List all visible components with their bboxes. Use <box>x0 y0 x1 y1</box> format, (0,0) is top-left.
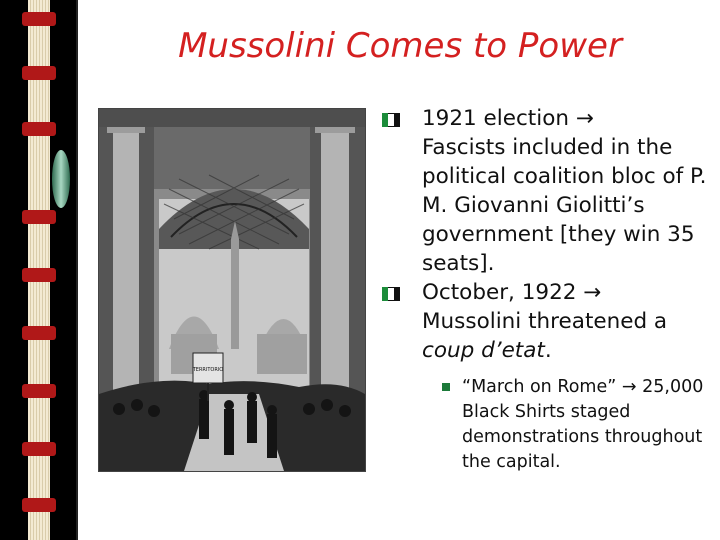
axe-blade-icon <box>52 150 70 208</box>
red-band-icon <box>22 326 56 340</box>
sidebar-divider <box>76 0 78 540</box>
square-bullet-icon <box>442 383 450 391</box>
italian-flag-bullet-icon <box>382 113 400 127</box>
slide-title: Mussolini Comes to Power <box>178 26 622 66</box>
red-band-icon <box>22 384 56 398</box>
sub-bullet-list <box>422 375 714 475</box>
arrow-icon: → <box>621 377 637 397</box>
sub-bullet-march-on-rome <box>422 375 714 475</box>
protest-sign-text: TERRITORIO <box>192 367 224 373</box>
red-band-icon <box>22 12 56 26</box>
bullet-heading: October, 1922 <box>422 280 577 305</box>
bullet-heading: 1921 election <box>422 106 569 131</box>
red-band-icon <box>22 66 56 80</box>
sub-bullet-text: 25,000 Black Shirts staged demonstrations throughout the capital. <box>462 377 704 472</box>
red-band-icon <box>22 498 56 512</box>
italian-flag-bullet-icon <box>382 287 400 301</box>
decorative-sidebar <box>0 0 78 540</box>
bullet-1921-election <box>378 104 714 278</box>
red-band-icon <box>22 210 56 224</box>
bullet-punctuation: . <box>544 338 552 363</box>
red-band-icon <box>22 442 56 456</box>
sub-bullet-heading: “March on Rome” <box>462 377 617 397</box>
black-white-photo-crowd-at-arch-icon <box>99 109 365 471</box>
historical-photo <box>98 108 366 472</box>
arrow-icon: → <box>575 106 594 131</box>
bullet-october-1922 <box>378 278 714 475</box>
bullet-text: Mussolini threatened a <box>422 309 668 334</box>
bullet-emphasis: coup d’etat <box>422 338 545 363</box>
bullet-text: Fascists included in the political coalition bloc of P. M. Giovanni Giolitti’s government [they win 35 seats]. <box>422 135 707 276</box>
red-band-icon <box>22 268 56 282</box>
red-band-icon <box>22 122 56 136</box>
bullet-list <box>378 104 714 475</box>
arrow-icon: → <box>583 280 602 305</box>
